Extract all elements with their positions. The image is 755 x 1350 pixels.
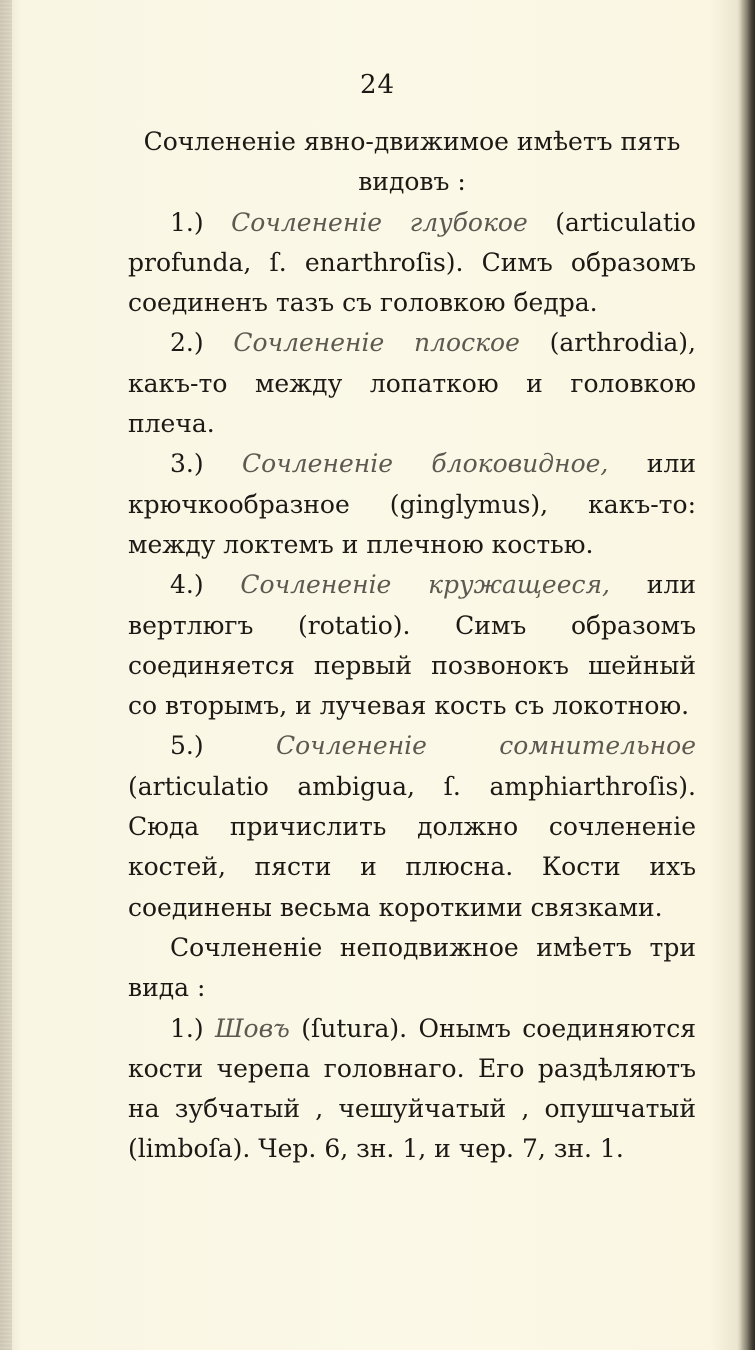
italic-term: Сочлененіе кружащееся, <box>240 570 611 600</box>
paragraph-6 <box>128 928 696 1009</box>
item-marker: 1.) <box>170 207 204 237</box>
italic-term: Шовъ <box>215 1013 290 1043</box>
item-marker: 2.) <box>170 328 204 358</box>
item-marker: 4.) <box>170 570 204 600</box>
page-edge-shadow <box>737 0 755 1350</box>
paragraph-text: Сочлененіе неподвижное имѣетъ три вида : <box>128 932 696 1003</box>
paragraph-5 <box>128 726 696 927</box>
italic-term: Сочлененіе блоковидное, <box>242 449 609 479</box>
page-number: 24 <box>359 70 396 100</box>
paragraph-text: (ſutura). Онымъ соединяются кости черепа головнаго. Его раздѣляютъ на зубчатый , чешуйчатый , опушчатый (limboſa). Чер. 6, зн. 1, и чер. 7, зн. 1. <box>128 1013 696 1164</box>
paragraph-text: или крючкообразное (ginglymus), какъ-то: между локтемъ и плечною костью. <box>128 449 696 559</box>
italic-term: Сочлененіе сомнительное <box>275 731 697 761</box>
item-marker: 3.) <box>170 449 204 479</box>
paragraph-2 <box>128 323 696 444</box>
paragraph-text: или вертлюгъ (rotatio). Симъ образомъ соединяется первый позвонокъ шейный со вторымъ, и лучевая кость съ локотною. <box>128 570 696 721</box>
page-binding-shadow <box>0 0 12 1350</box>
paragraph-text: (arthrodia), какъ-то между лопаткою и головкою плеча. <box>128 328 696 439</box>
paragraph-text: (articulatio profunda, ſ. enarthroſis). Симъ образомъ соединенъ тазъ съ головкою бедра. <box>128 207 696 318</box>
paragraph-1 <box>128 203 696 324</box>
item-marker: 1.) <box>170 1013 204 1043</box>
paragraph-3 <box>128 444 696 565</box>
paragraph-7 <box>128 1009 696 1170</box>
section-heading: Сочлененіе явно-движимое имѣетъ пять видовъ : <box>143 127 681 197</box>
italic-term: Сочлененіе глубокое <box>231 207 528 237</box>
italic-term: Сочлененіе плоское <box>233 328 520 358</box>
paragraph-text: (articulatio ambigua, ſ. amphiarthroſis). Сюда причислить должно сочлененіе костей, пясти и плюсна. Кости ихъ соединены весьма короткими связками. <box>128 771 696 922</box>
body-text <box>128 122 696 1170</box>
item-marker: 5.) <box>170 731 204 761</box>
paragraph-4 <box>128 565 696 726</box>
